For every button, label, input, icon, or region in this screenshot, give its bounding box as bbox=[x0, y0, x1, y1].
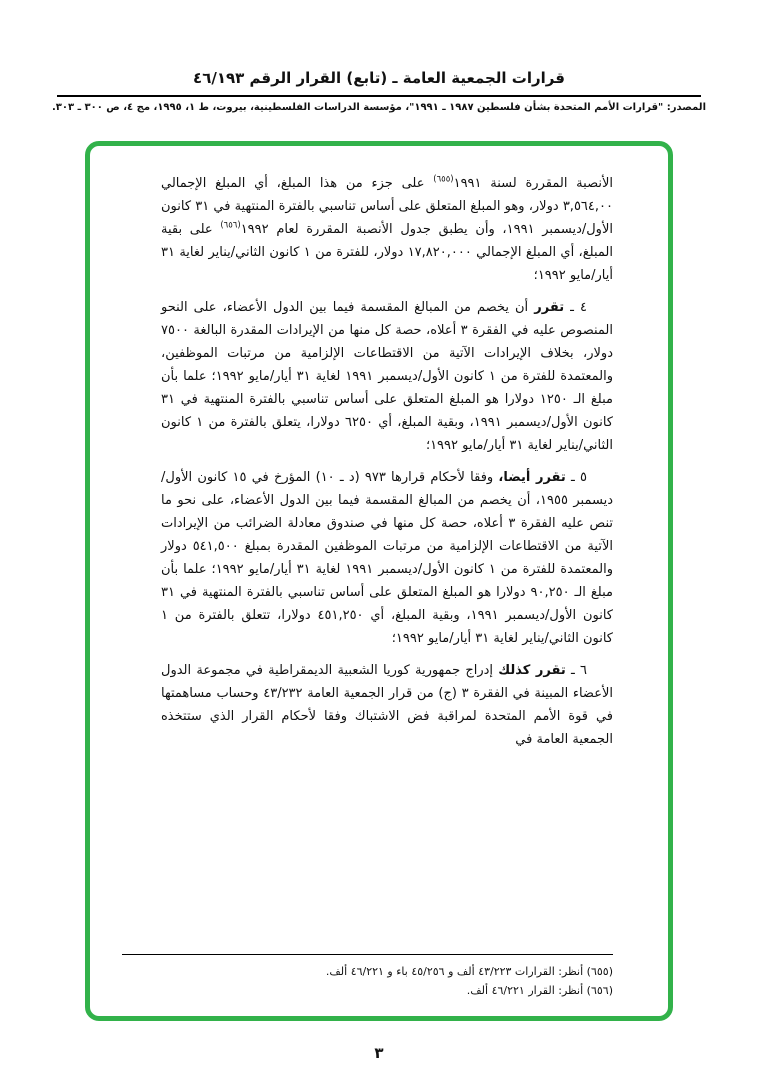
footnotes bbox=[122, 954, 613, 1000]
footnote-656 bbox=[122, 981, 613, 1000]
source-line: المصدر: "قرارات الأمم المتحدة بشأن فلسطين ١٩٨٧ ـ ١٩٩١"، مؤسسة الدراسات الفلسطينية، بيروت، ط ١، ١٩٩٥، مج ٤، ص ٣٠٠ ـ ٣٠٣. bbox=[51, 102, 706, 113]
footnote-marker: (٦٥٥) bbox=[586, 965, 613, 978]
item-number: ٥ ـ bbox=[570, 470, 587, 485]
footnote-655 bbox=[122, 962, 613, 981]
paragraph-continuation bbox=[161, 172, 613, 287]
footnote-marker: (٦٥٦) bbox=[586, 984, 613, 997]
paragraph-text: الأنصبة المقررة لسنة ١٩٩١ bbox=[453, 176, 613, 191]
footnote-ref-656: (٦٥٦) bbox=[220, 220, 241, 231]
item-operative-verb: تقرر bbox=[534, 300, 565, 315]
paragraph-text: على جزء من هذا المبلغ، أي المبلغ الإجمالي ٣,٥٦٤,٠٠ دولار، وهو المبلغ المتعلق على أساس تناسبي بالفترة المنتهية في ٣١ كانون الأول/ديسمبر ١٩٩١، وأن يطبق جدول الأنصبة المقررة لعام ١٩٩٢ bbox=[161, 176, 613, 237]
footnote-divider bbox=[122, 954, 613, 955]
item-operative-verb: تقرر كذلك bbox=[498, 663, 566, 678]
footnote-ref-655: (٦٥٥) bbox=[433, 174, 454, 185]
item-number: ٤ ـ bbox=[570, 300, 588, 315]
body-text bbox=[161, 172, 613, 760]
paragraph-text: وفقا لأحكام قرارها ٩٧٣ (د ـ ١٠) المؤرخ في ١٥ كانون الأول/ديسمبر ١٩٥٥، أن يخصم من المبالغ المقسمة فيما بين الدول الأعضاء، على نحو ما تنص عليه الفقرة ٣ أعلاه، حصة كل منها في صندوق معادلة الضرائب من الإيرادات الآتية من الاقتطاعات الإلزامية من مرتبات الموظفين المقدرة بمبلغ ٥٤١,٥٠٠ دولار والمعتمدة للفترة من ١ كانون الأول/ديسمبر ١٩٩١ لغاية ٣١ أيار/مايو ١٩٩٢؛ علما بأن مبلغ الـ ٩٠,٢٥٠ دولارا هو المبلغ المتعلق على أساس تناسبي بالفترة المنتهية في ٣١ كانون الأول/ديسمبر ١٩٩١، وبقية المبلغ، أي ٤٥١,٢٥٠ دولارا، تتعلق بالفترة من ١ كانون الثاني/يناير لغاية ٣١ أيار/مايو ١٩٩٢؛ bbox=[161, 470, 614, 646]
item-number: ٦ ـ bbox=[570, 663, 587, 678]
paragraph-text: على بقية المبلغ، أي المبلغ الإجمالي ١٧,٨٢٠,٠٠٠ دولار، للفترة من ١ كانون الثاني/يناير لغاية ٣١ أيار/مايو ١٩٩٢؛ bbox=[161, 222, 613, 283]
footnote-text: أنظر: القرارات ٤٣/٢٢٣ ألف و ٤٥/٢٥٦ باء و ٤٦/٢٢١ ألف. bbox=[325, 965, 584, 978]
page-number: ٣ bbox=[374, 1044, 384, 1062]
content-frame bbox=[85, 141, 673, 1021]
footnote-text: أنظر: القرار ٤٦/٢٢١ ألف. bbox=[466, 984, 584, 997]
paragraph-item-5 bbox=[161, 466, 613, 650]
paragraph-item-4 bbox=[161, 296, 613, 457]
page-title: قرارات الجمعية العامة ـ (تابع) القرار الرقم ٤٦/١٩٣ bbox=[193, 69, 565, 87]
paragraph-item-6 bbox=[161, 659, 613, 751]
paragraph-text: أن يخصم من المبالغ المقسمة فيما بين الدول الأعضاء، على النحو المنصوص عليه في الفقرة ٣ أعلاه، حصة كل منها من الإيرادات المقدرة البالغة ٧٥٠٠ دولار، بخلاف الإيرادات الآتية من الاقتطاعات الإلزامية من مرتبات الموظفين، والمعتمدة للفترة من ١ كانون الأول/ديسمبر ١٩٩١ لغاية ٣١ أيار/مايو ١٩٩٢؛ علما بأن مبلغ الـ ١٢٥٠ دولارا هو المبلغ المتعلق على أساس تناسبي بالفترة المنتهية في ٣١ كانون الأول/ديسمبر ١٩٩١، وبقية المبلغ، أي ٦٢٥٠ دولارا، يتعلق بالفترة من ١ كانون الثاني/يناير لغاية ٣١ أيار/مايو ١٩٩٢؛ bbox=[161, 300, 614, 453]
paragraph-text: إدراج جمهورية كوريا الشعبية الديمقراطية في مجموعة الدول الأعضاء المبينة في الفقرة ٣ (ج) من قرار الجمعية العامة ٤٣/٢٣٢ وحساب مساهمتها في قوة الأمم المتحدة لمراقبة فض الاشتباك وفقا لأحكام القرار الذي ستتخذه الجمعية العامة في bbox=[161, 663, 613, 747]
header-divider bbox=[57, 95, 701, 97]
item-operative-verb: تقرر أيضا، bbox=[498, 470, 566, 485]
